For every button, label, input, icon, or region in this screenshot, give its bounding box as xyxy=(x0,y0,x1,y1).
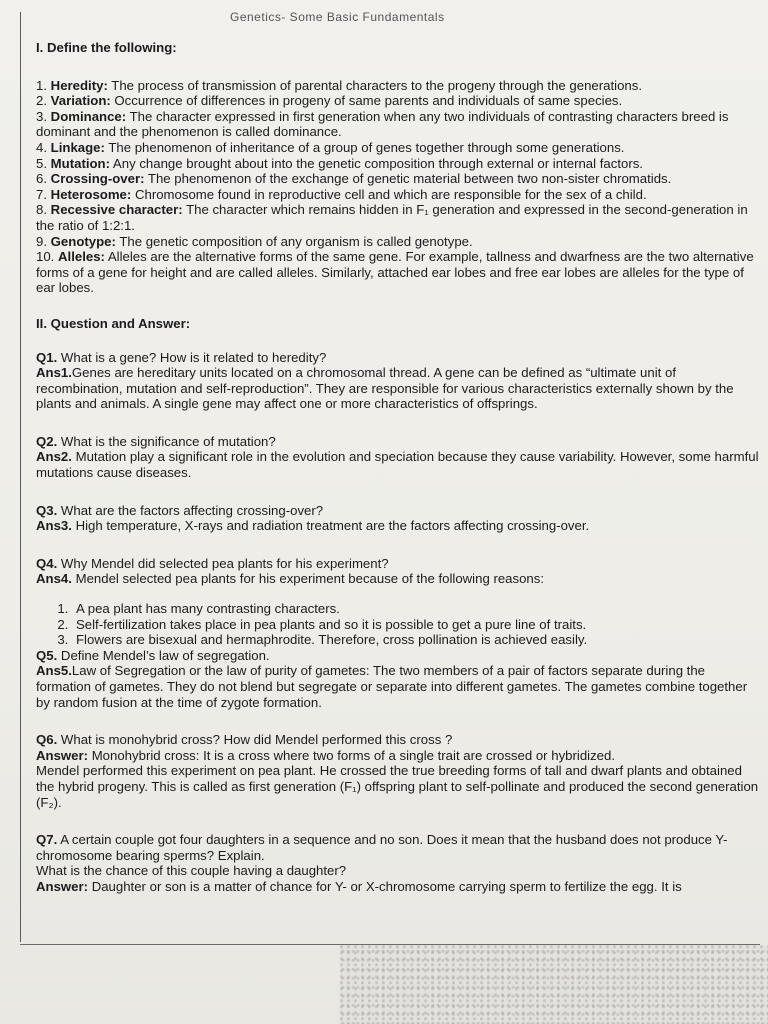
section-title-definitions: I. Define the following: xyxy=(36,40,177,55)
definition-item: 4. Linkage: The phenomenon of inheritance of a group of genes together through some generations. xyxy=(36,139,625,155)
definition-item: 5. Mutation: Any change brought about into the genetic composition through external or internal factors. xyxy=(36,155,643,171)
document-body xyxy=(36,40,762,917)
answer: Ans2. Mutation play a significant role in the evolution and speciation because they cause variability. However, some harmful mutations cause diseases. xyxy=(36,449,759,481)
question: Q4. Why Mendel did selected pea plants for his experiment? xyxy=(36,555,389,571)
answer: Ans5.Law of Segregation or the law of purity of gametes: The two members of a pair of factors separate during the formation of gametes. They do not blend but segregate or separate into different gametes. The gametes combine together by random fusion at the time of zygote formation. xyxy=(36,663,748,710)
answer: Ans4. Mendel selected pea plants for his experiment because of the following reasons: xyxy=(36,571,545,587)
definition-item: 3. Dominance: The character expressed in first generation when any two individuals of contrasting characters breed is dominant and the phenomenon is called dominance. xyxy=(36,108,729,140)
answer: Ans3. High temperature, X-rays and radiation treatment are the factors affecting crossing-over. xyxy=(36,518,590,534)
definition-item: 7. Heterosome: Chromosome found in reproductive cell and which are responsible for the sex of a child. xyxy=(36,186,647,202)
list-item: 2. Self-fertilization takes place in pea plants and so it is possible to get a pure line of traits. xyxy=(72,617,762,633)
page-header: Genetics- Some Basic Fundamentals xyxy=(230,10,445,24)
question: Q1. What is a gene? How is it related to heredity? xyxy=(36,349,327,365)
answer: Answer: Monohybrid cross: It is a cross where two forms of a single trait are crossed or hybridized. xyxy=(36,747,616,763)
qa-block-1 xyxy=(36,350,762,412)
definition-item: 2. Variation: Occurrence of differences in progeny of same parents and individuals of same species. xyxy=(36,93,623,109)
definition-item: 1. Heredity: The process of transmission of parental characters to the progeny through the generations. xyxy=(36,77,643,93)
answer: Answer: Daughter or son is a matter of chance for Y- or X-chromosome carrying sperm to fertilize the egg. It is xyxy=(36,878,682,894)
qa-block-5 xyxy=(36,648,762,710)
definition-item: 6. Crossing-over: The phenomenon of the exchange of genetic material between two non-sister chromatids. xyxy=(36,171,672,187)
reasons-list xyxy=(36,601,762,648)
question: Q7. A certain couple got four daughters in a sequence and no son. Does it mean that the husband does not produce Y-chromosome bearing sperms? Explain. xyxy=(36,832,728,863)
question: Q3. What are the factors affecting crossing-over? xyxy=(36,502,324,518)
definition-item: 10. Alleles: Alleles are the alternative forms of the same gene. For example, tallness and dwarfness are the two alternative forms of a gene for height and are called alleles. Similarly, attached ear lobes and free ear lobes are alleles for the type of ear lobes. xyxy=(36,249,754,296)
qa-block-7 xyxy=(36,832,762,894)
definition-item: 9. Genotype: The genetic composition of any organism is called genotype. xyxy=(36,233,473,249)
question-continued: What is the chance of this couple having a daughter? xyxy=(36,863,347,879)
question: Q2. What is the significance of mutation? xyxy=(36,433,276,449)
definitions-list xyxy=(36,78,762,296)
question: Q5. Define Mendel’s law of segregation. xyxy=(36,647,270,663)
qa-block-2 xyxy=(36,434,762,481)
question: Q6. What is monohybrid cross? How did Mendel performed this cross ? xyxy=(36,732,453,748)
qa-block-4 xyxy=(36,556,762,648)
qa-block-6 xyxy=(36,732,762,810)
list-item: 3. Flowers are bisexual and hermaphrodite. Therefore, cross pollination is achieved easily. xyxy=(72,632,762,648)
list-item: 1. A pea plant has many contrasting characters. xyxy=(72,601,762,617)
qa-block-3 xyxy=(36,503,762,534)
definition-item: 8. Recessive character: The character which remains hidden in F₁ generation and expressed in the second-generation in the ratio of 1:2:1. xyxy=(36,202,748,233)
answer: Ans1.Genes are hereditary units located on a chromosomal thread. A gene can be defined as “ultimate unit of recombination, mutation and self-reproduction”. They are responsible for various characteristics externally shown by the plants and animals. A single gene may affect one or more characteristics of offsprings. xyxy=(36,365,734,412)
answer-continued: Mendel performed this experiment on pea plant. He crossed the true breeding forms of tall and dwarf plants and obtained the hybrid progeny. This is called as first generation (F₁) offspring plant to self-pollinate and produced the second generation (F₂). xyxy=(36,763,759,810)
margin-line xyxy=(20,12,21,942)
scan-noise xyxy=(340,945,768,1024)
section-title-qa: II. Question and Answer: xyxy=(36,315,191,331)
